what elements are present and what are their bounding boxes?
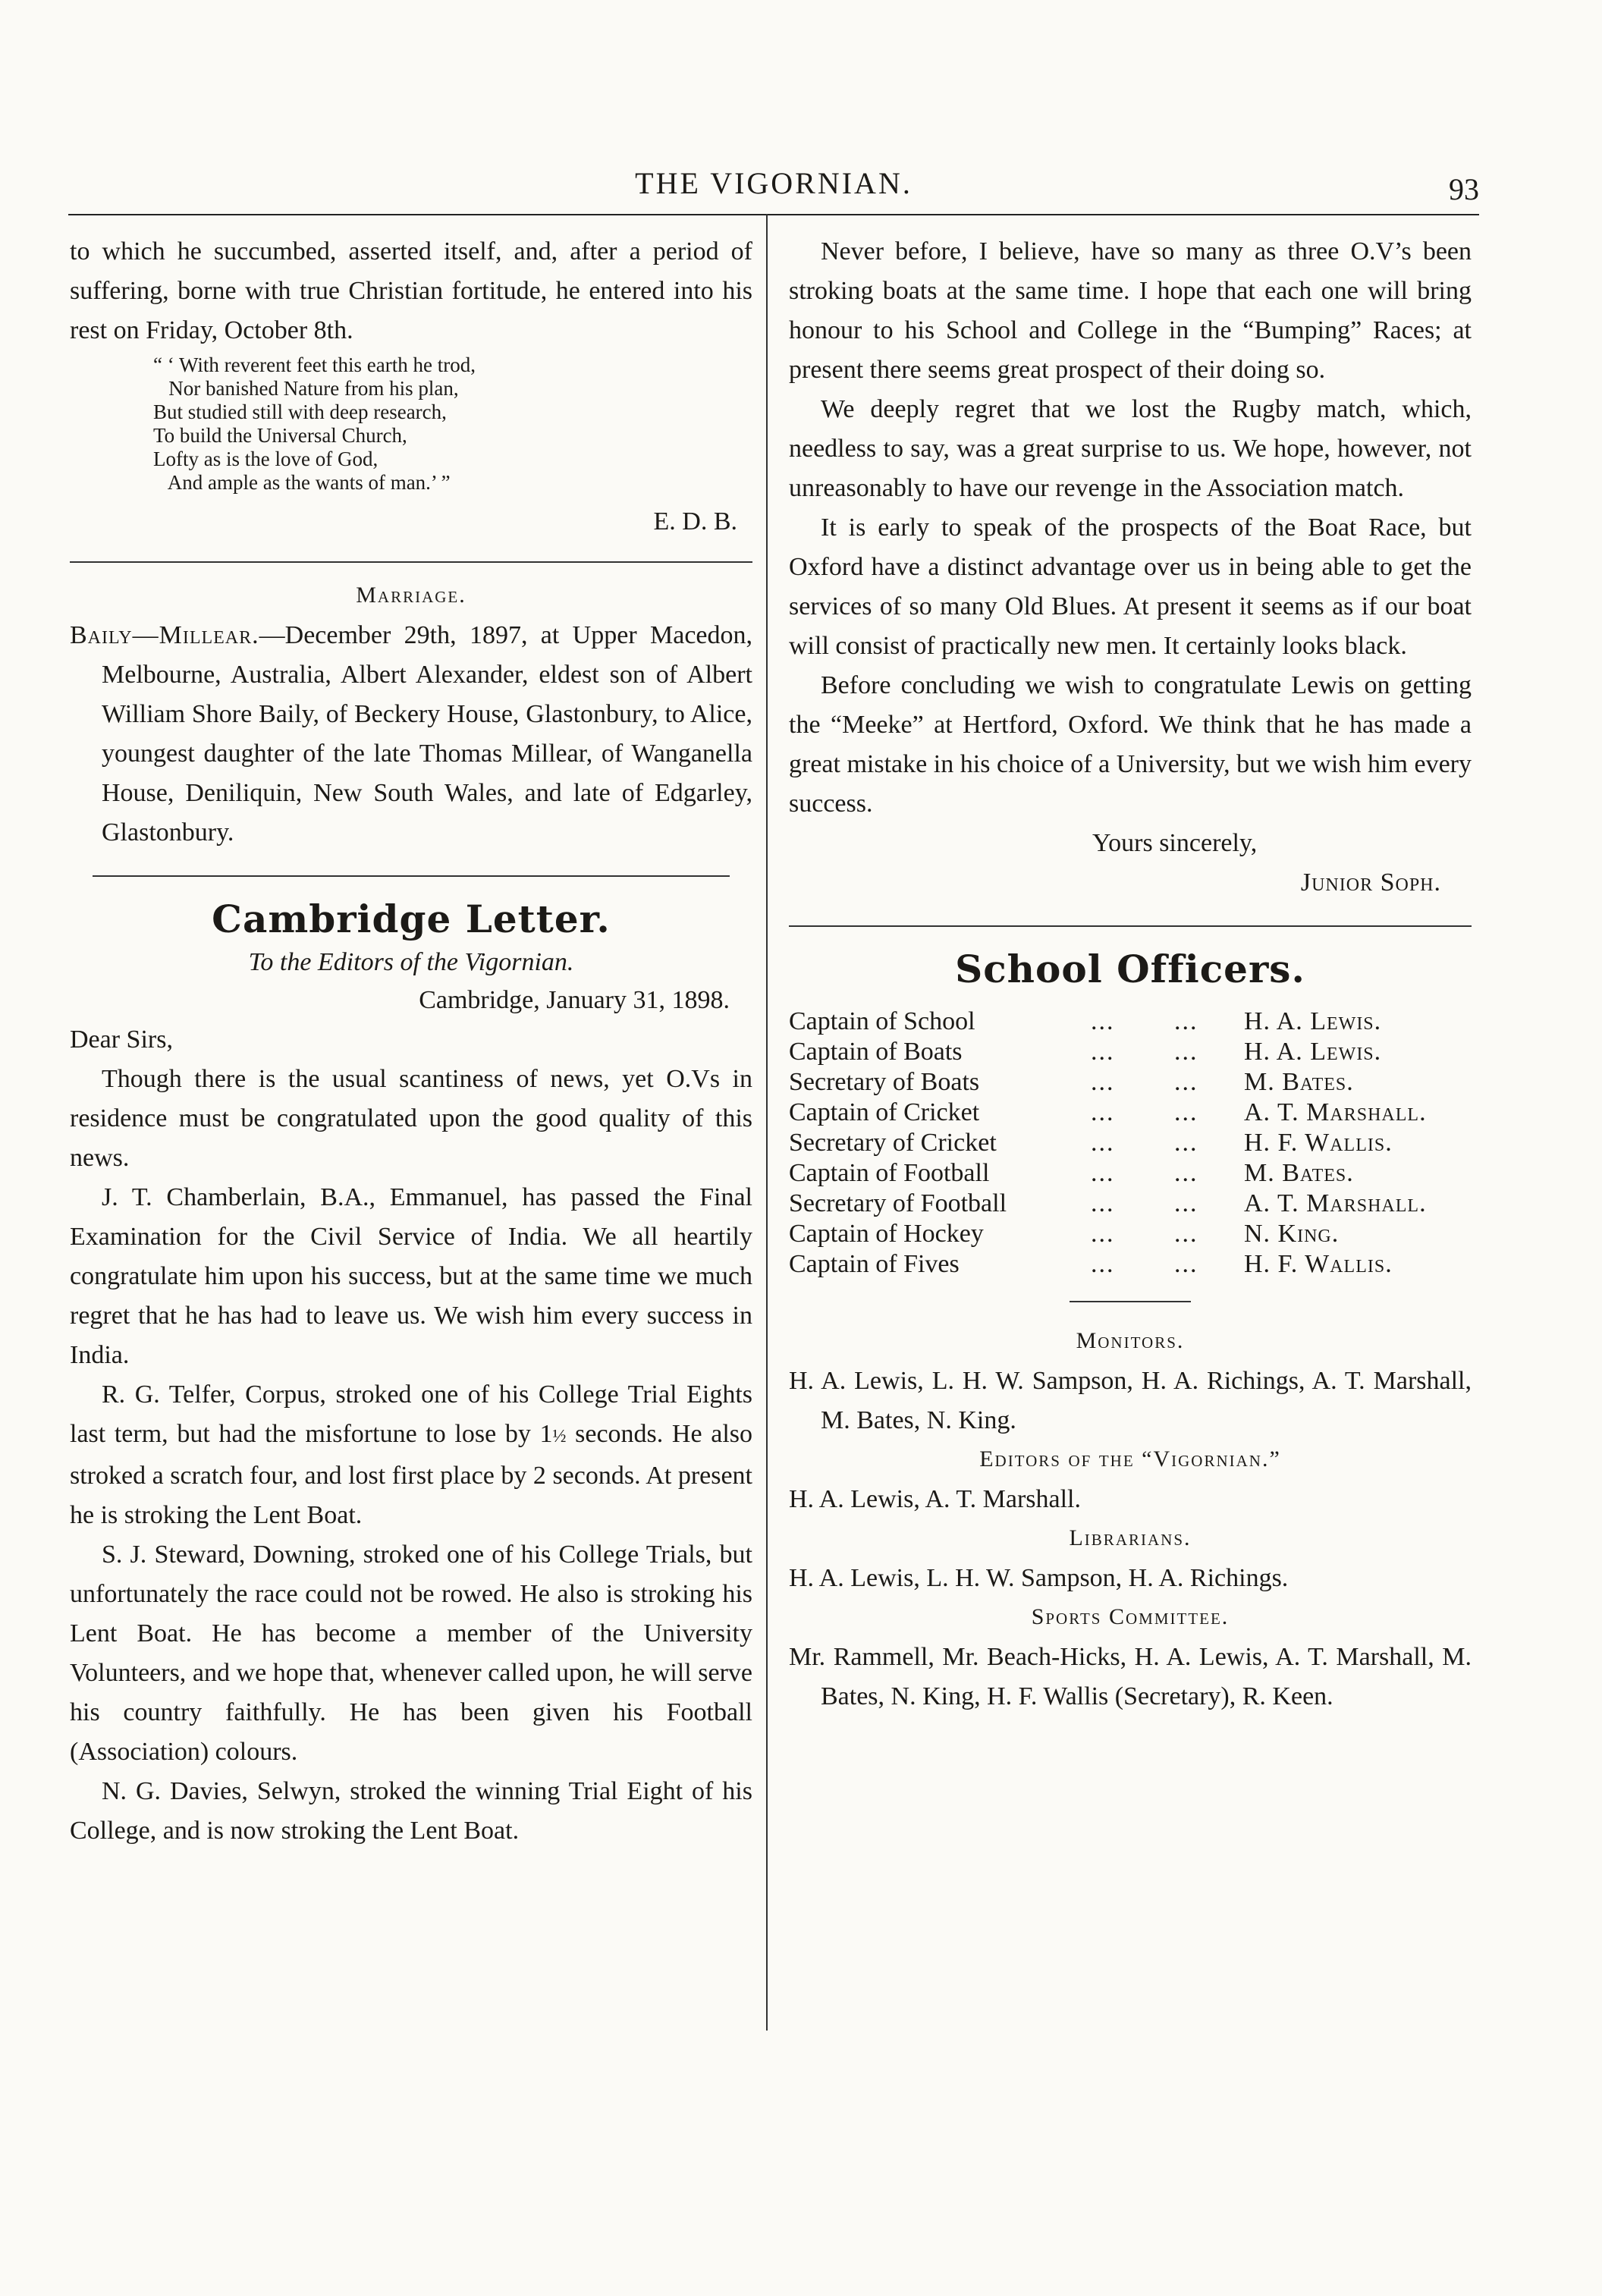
fraction-half: ½ bbox=[552, 1427, 567, 1446]
telfer-text-b: seconds. He also stroked a scratch four, and lost first place by 2 seconds. At present he is stroking the Lent Boat. bbox=[70, 1420, 752, 1529]
officer-row bbox=[789, 1067, 1472, 1098]
poem-line: And ample as the wants of man.’ ” bbox=[153, 471, 451, 494]
leader-dots: ... bbox=[1174, 1220, 1198, 1248]
marriage-text: —December 29th, 1897, at Upper Macedon, Melbourne, Australia, Albert Alexander, eldest son of Albert William Shore Baily, of Beckery House, Glastonbury, to Alice, youngest daughter of the late Thomas Millear, of Wanganella House, Deniliquin, New South Wales, and late of Edgarley, Glastonbury. bbox=[102, 621, 752, 846]
officer-name: M. Bates. bbox=[1244, 1068, 1354, 1096]
editors-list: H. A. Lewis, A. T. Marshall. bbox=[789, 1485, 1081, 1513]
letter-paragraph: Never before, I believe, have so many as three O.V’s been stroking boats at the same time. I hope that each one will bring honour to his School and College in the “Bumping” Races; at present there seems great prospect of their doing so. bbox=[789, 237, 1472, 384]
memorial-poem bbox=[153, 353, 752, 495]
leader-dots: ... bbox=[1091, 1189, 1115, 1217]
sports-committee-list: Mr. Rammell, Mr. Beach-Hicks, H. A. Lewis, A. T. Marshall, M. Bates, N. King, H. F. Wallis (Secretary), R. Keen. bbox=[789, 1643, 1472, 1710]
officer-role: Captain of School bbox=[789, 1007, 975, 1035]
letter-paragraph: Though there is the usual scantiness of news, yet O.Vs in residence must be congratulated upon the good quality of this news. bbox=[70, 1065, 752, 1172]
header-rule bbox=[68, 214, 1479, 215]
letter-paragraph: We deeply regret that we lost the Rugby match, which, needless to say, was a great surprise to us. We hope, however, not unreasonably to have our revenge in the Association match. bbox=[789, 395, 1472, 502]
officer-name: H. A. Lewis. bbox=[1244, 1038, 1382, 1066]
leader-dots: ... bbox=[1091, 1129, 1115, 1157]
poem-line: But studied still with deep research, bbox=[153, 400, 447, 423]
editors-heading: Editors of the “Vigornian.” bbox=[979, 1446, 1281, 1472]
right-column bbox=[789, 232, 1472, 1717]
running-title: THE VIGORNIAN. bbox=[635, 166, 913, 200]
poem-line: Nor banished Nature from his plan, bbox=[153, 377, 459, 400]
officer-row bbox=[789, 1249, 1472, 1280]
leader-dots: ... bbox=[1091, 1098, 1115, 1126]
left-column bbox=[70, 232, 752, 1851]
officer-role: Secretary of Football bbox=[789, 1189, 1007, 1217]
marriage-notice bbox=[70, 616, 752, 853]
librarians-heading: Librarians. bbox=[1069, 1525, 1192, 1550]
leader-dots: ... bbox=[1174, 1129, 1198, 1157]
letter-signature: Junior Soph. bbox=[1300, 868, 1441, 897]
leader-dots: ... bbox=[1174, 1007, 1198, 1035]
officer-name: A. T. Marshall. bbox=[1244, 1098, 1427, 1126]
monitors-list: H. A. Lewis, L. H. W. Sampson, H. A. Richings, A. T. Marshall, M. Bates, N. King. bbox=[789, 1367, 1472, 1434]
officer-role: Captain of Football bbox=[789, 1159, 990, 1187]
letter-paragraph: J. T. Chamberlain, B.A., Emmanuel, has passed the Final Examination for the Civil Service of India. We all heartily congratulate him upon his success, but at the same time we much regret that he has had to leave us. We wish him every success in India. bbox=[70, 1183, 752, 1369]
officer-row bbox=[789, 1037, 1472, 1067]
letter-addressee: To the Editors of the Vigornian. bbox=[248, 948, 574, 976]
leader-dots: ... bbox=[1174, 1250, 1198, 1278]
poem-line: Lofty as is the love of God, bbox=[153, 448, 379, 470]
librarians-list: H. A. Lewis, L. H. W. Sampson, H. A. Richings. bbox=[789, 1564, 1289, 1592]
leader-dots: ... bbox=[1174, 1189, 1198, 1217]
monitors-heading: Monitors. bbox=[1076, 1328, 1185, 1353]
officer-name: A. T. Marshall. bbox=[1244, 1189, 1427, 1217]
leader-dots: ... bbox=[1174, 1159, 1198, 1187]
officer-role: Secretary of Cricket bbox=[789, 1129, 997, 1157]
leader-dots: ... bbox=[1091, 1068, 1115, 1096]
officer-row bbox=[789, 1128, 1472, 1158]
poem-line: “ ‘ With reverent feet this earth he trod, bbox=[153, 353, 476, 376]
officer-row bbox=[789, 1219, 1472, 1249]
short-rule bbox=[1070, 1301, 1191, 1302]
officer-role: Captain of Hockey bbox=[789, 1220, 984, 1248]
letter-paragraph: It is early to speak of the prospects of the Boat Race, but Oxford have a distinct advantage over us in being able to get the services of so many Old Blues. At present it seems as if our boat will consist of practically new men. It certainly looks black. bbox=[789, 514, 1472, 660]
letter-dateline: Cambridge, January 31, 1898. bbox=[419, 986, 730, 1014]
letter-title: Cambridge Letter. bbox=[212, 897, 611, 941]
officers-title: School Officers. bbox=[955, 947, 1305, 991]
officer-name: H. F. Wallis. bbox=[1244, 1129, 1393, 1157]
letter-paragraph: Before concluding we wish to congratulate Lewis on getting the “Meeke” at Hertford, Oxford. We think that he has made a great mistake in his choice of a University, but we wish him every success. bbox=[789, 671, 1472, 818]
officer-role: Captain of Fives bbox=[789, 1250, 960, 1278]
letter-salutation: Dear Sirs, bbox=[70, 1026, 173, 1054]
page-header bbox=[68, 158, 1479, 211]
leader-dots: ... bbox=[1091, 1159, 1115, 1187]
poem-line: To build the Universal Church, bbox=[153, 424, 407, 447]
letter-paragraph: N. G. Davies, Selwyn, stroked the winning Trial Eight of his College, and is now stroking the Lent Boat. bbox=[70, 1777, 752, 1845]
leader-dots: ... bbox=[1174, 1038, 1198, 1066]
officer-role: Captain of Boats bbox=[789, 1038, 963, 1066]
letter-closing: Yours sincerely, bbox=[1092, 829, 1258, 857]
officer-row bbox=[789, 1098, 1472, 1128]
officer-role: Captain of Cricket bbox=[789, 1098, 980, 1126]
section-rule bbox=[789, 925, 1472, 927]
column-divider bbox=[766, 214, 768, 2031]
page-number: 93 bbox=[1449, 172, 1479, 206]
letter-paragraph bbox=[70, 1375, 752, 1535]
officer-role: Secretary of Boats bbox=[789, 1068, 980, 1096]
leader-dots: ... bbox=[1091, 1220, 1115, 1248]
sports-committee-heading: Sports Committee. bbox=[1031, 1604, 1230, 1629]
officer-name: H. F. Wallis. bbox=[1244, 1250, 1393, 1278]
officers-list bbox=[789, 1007, 1472, 1280]
leader-dots: ... bbox=[1174, 1068, 1198, 1096]
section-rule bbox=[93, 875, 730, 877]
leader-dots: ... bbox=[1091, 1007, 1115, 1035]
officer-name: M. Bates. bbox=[1244, 1159, 1354, 1187]
officer-row bbox=[789, 1189, 1472, 1219]
leader-dots: ... bbox=[1174, 1098, 1198, 1126]
telfer-text-a: R. G. Telfer, Corpus, stroked one of his College Trial Eights last term, but had the misfortune to lose by 1 bbox=[70, 1380, 752, 1448]
poem-signoff: E. D. B. bbox=[653, 507, 737, 536]
marriage-names: Baily—Millear. bbox=[70, 621, 259, 649]
officer-name: N. King. bbox=[1244, 1220, 1340, 1248]
section-rule bbox=[70, 561, 752, 563]
leader-dots: ... bbox=[1091, 1250, 1115, 1278]
officer-name: H. A. Lewis. bbox=[1244, 1007, 1382, 1035]
officer-row bbox=[789, 1158, 1472, 1189]
officer-row bbox=[789, 1007, 1472, 1037]
marriage-heading: Marriage. bbox=[356, 583, 466, 608]
letter-paragraph: S. J. Steward, Downing, stroked one of his College Trials, but unfortunately the race could not be rowed. He also is stroking his Lent Boat. He has become a member of the University Volunteers, and we hope that, whenever called upon, he will serve his country faithfully. He has been given his Football (Association) colours. bbox=[70, 1541, 752, 1766]
obituary-ending: to which he succumbed, asserted itself, and, after a period of suffering, borne with true Christian fortitude, he entered into his rest on Friday, October 8th. bbox=[70, 237, 752, 344]
leader-dots: ... bbox=[1091, 1038, 1115, 1066]
